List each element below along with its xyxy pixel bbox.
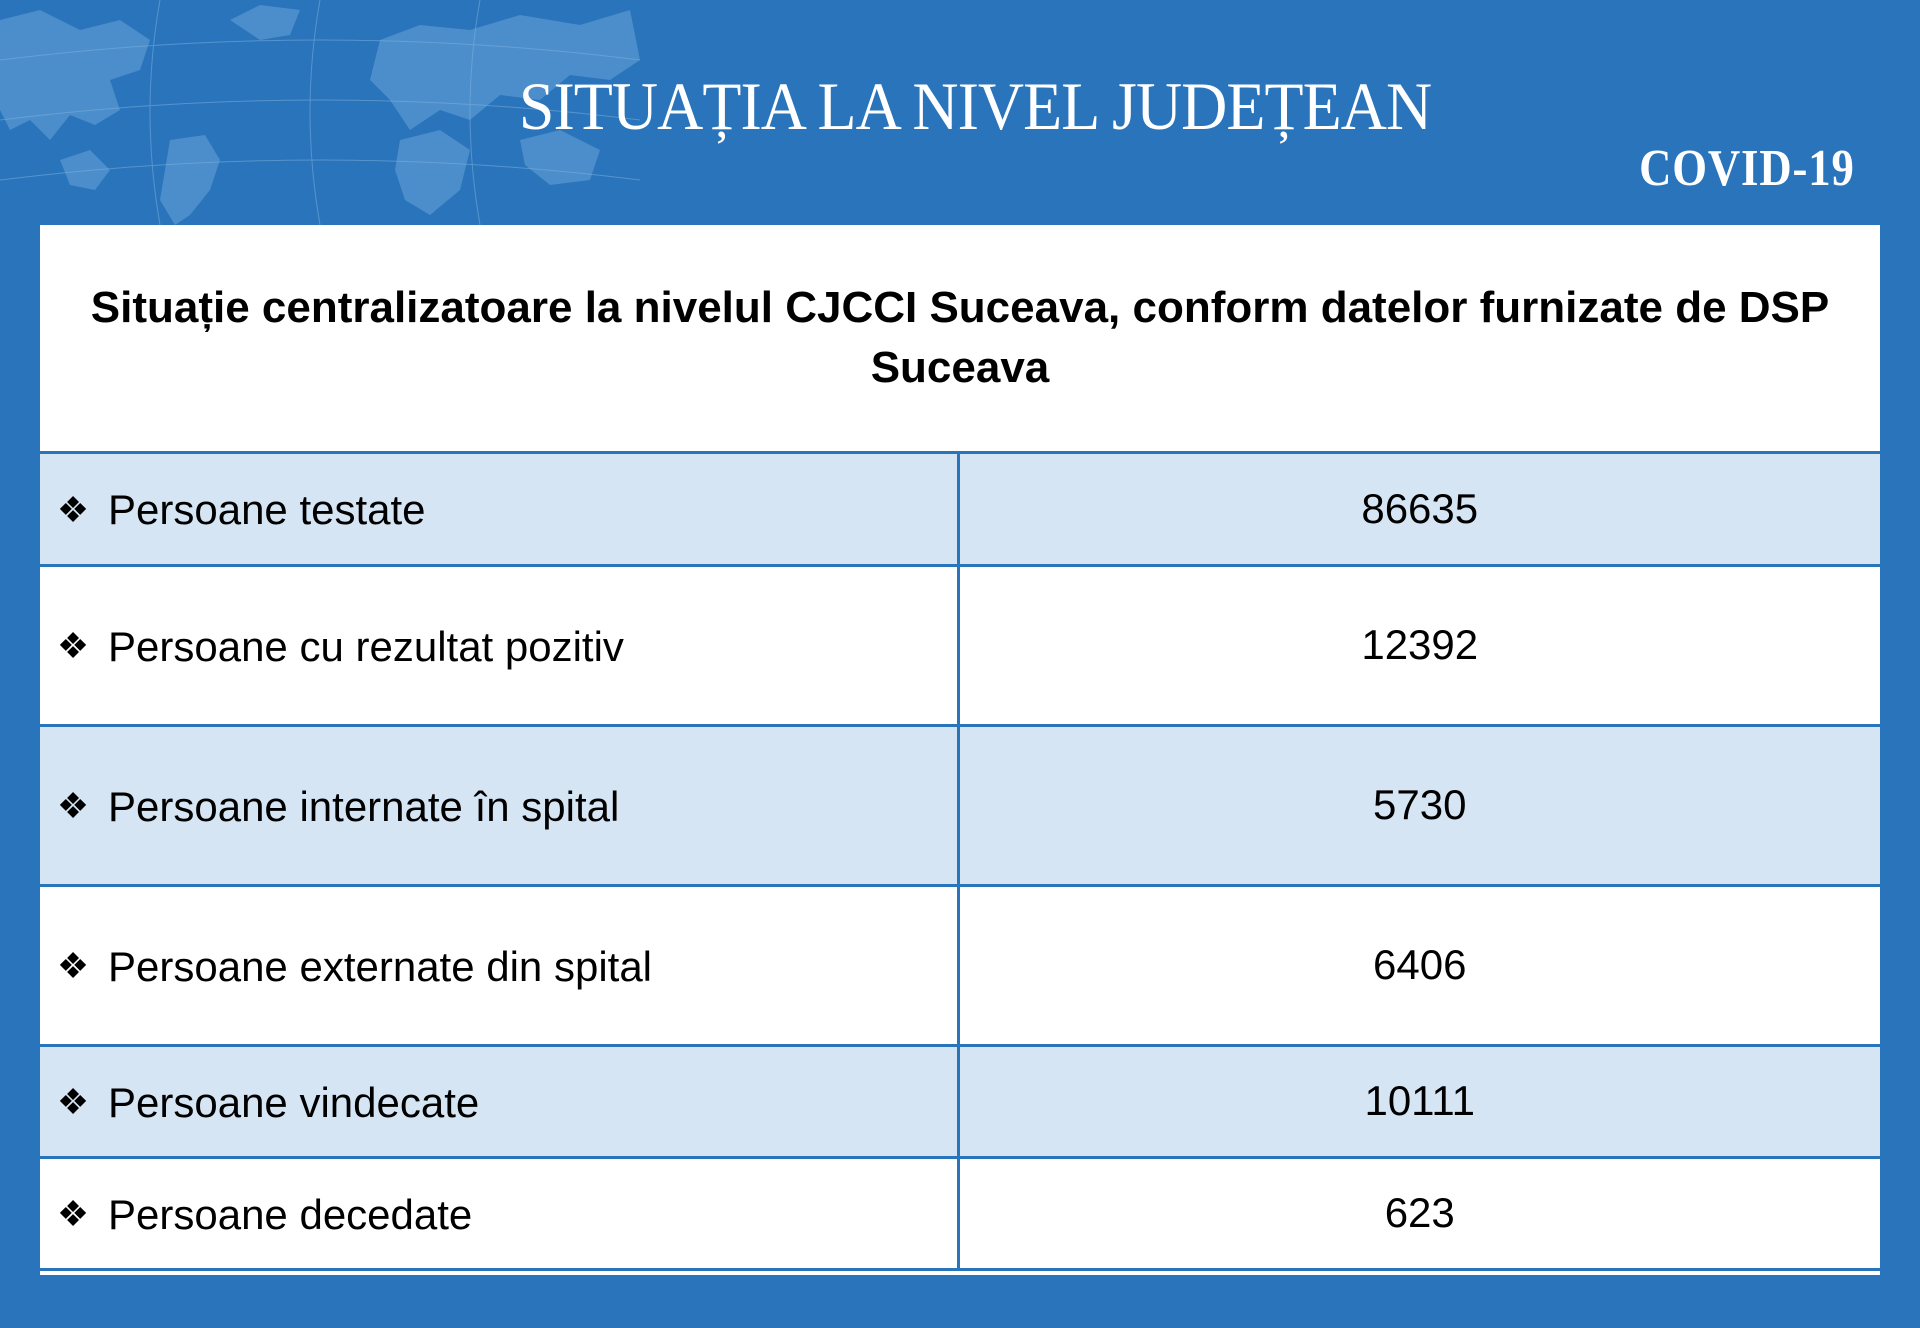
table-row: [40, 1157, 1880, 1269]
row-value: 10111: [958, 1045, 1880, 1157]
table-row: [40, 725, 1880, 885]
diamond-dots-bullet-icon: ❖: [56, 945, 90, 987]
row-label: Persoane decedate: [108, 1190, 473, 1238]
row-label-cell: [40, 454, 958, 565]
row-label-cell: [40, 1045, 958, 1157]
diamond-dots-bullet-icon: ❖: [56, 489, 90, 531]
row-value: 623: [958, 1157, 1880, 1269]
diamond-dots-bullet-icon: ❖: [56, 625, 90, 667]
row-label: Persoane vindecate: [108, 1078, 480, 1126]
panel-heading: Situație centralizatoare la nivelul CJCCI Suceava, conform datelor furnizate de DSP Suceava: [90, 283, 1830, 392]
row-label: Persoane internate în spital: [108, 782, 620, 830]
table-row: [40, 1045, 1880, 1157]
banner-title: SITUAȚIA LA NIVEL JUDEȚEAN: [518, 68, 1432, 144]
row-label-cell: [40, 725, 958, 885]
row-value: 5730: [958, 725, 1880, 885]
row-value: 12392: [958, 565, 1880, 725]
covid-badge: COVID-19: [1639, 140, 1855, 197]
row-value: 6406: [958, 885, 1880, 1045]
row-label: Persoane cu rezultat pozitiv: [108, 622, 624, 670]
statistics-panel: [40, 225, 1880, 1278]
row-value: 86635: [958, 454, 1880, 565]
panel-bottom-rule: [40, 1275, 1880, 1278]
row-label-cell: [40, 1157, 958, 1269]
row-label-cell: [40, 885, 958, 1045]
statistics-table: [40, 454, 1880, 1271]
row-label: Persoane testate: [108, 486, 426, 534]
diamond-dots-bullet-icon: ❖: [56, 1081, 90, 1123]
table-row: [40, 454, 1880, 565]
row-label-cell: [40, 565, 958, 725]
row-label: Persoane externate din spital: [108, 942, 653, 990]
panel-header: [40, 225, 1880, 454]
table-row: [40, 565, 1880, 725]
diamond-dots-bullet-icon: ❖: [56, 785, 90, 827]
table-row: [40, 885, 1880, 1045]
diamond-dots-bullet-icon: ❖: [56, 1193, 90, 1235]
